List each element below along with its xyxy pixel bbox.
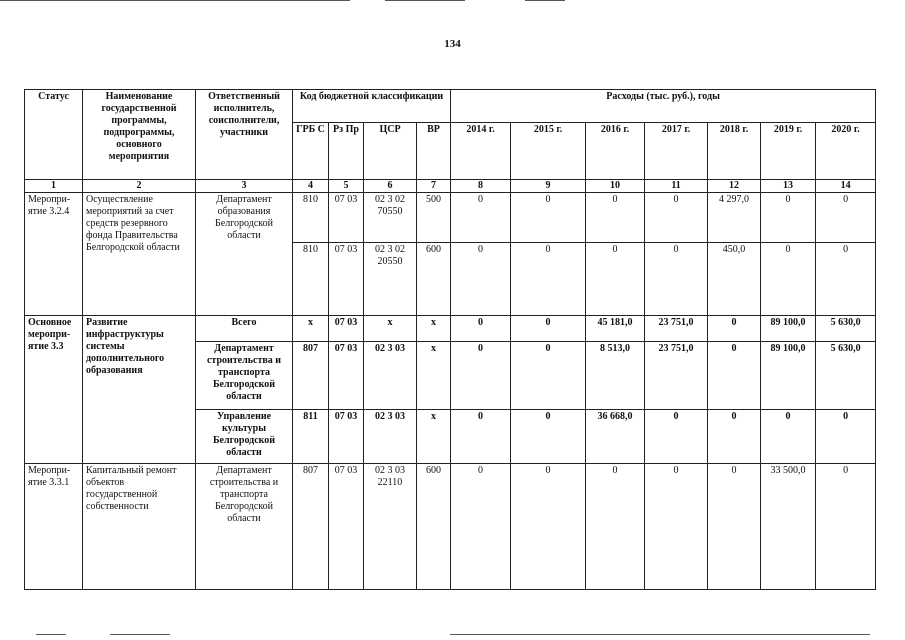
vr-cell: 600 <box>417 243 451 316</box>
csr-cell: 02 3 02 70550 <box>364 193 417 243</box>
rzpr-cell: 07 03 <box>329 410 364 464</box>
rzpr-cell: 07 03 <box>329 464 364 590</box>
header-year: 2019 г. <box>761 123 816 180</box>
value-cell: 89 100,0 <box>761 316 816 342</box>
value-cell: 89 100,0 <box>761 342 816 410</box>
column-number: 9 <box>511 180 586 193</box>
vr-cell: x <box>417 316 451 342</box>
value-cell: 0 <box>761 193 816 243</box>
value-cell: 4 297,0 <box>708 193 761 243</box>
header-name: Наименование государственной программы, подпрограммы, основного мероприятия <box>83 90 196 180</box>
rzpr-cell: 07 03 <box>329 243 364 316</box>
value-cell: 5 630,0 <box>816 342 876 410</box>
header-expenses: Расходы (тыс. руб.), годы <box>451 90 876 123</box>
header-vr: ВР <box>417 123 451 180</box>
column-number: 11 <box>645 180 708 193</box>
value-cell: 0 <box>451 316 511 342</box>
responsible-cell: Департамент образования Белгородской области <box>196 193 293 316</box>
rzpr-cell: 07 03 <box>329 193 364 243</box>
column-number: 10 <box>586 180 645 193</box>
value-cell: 0 <box>451 243 511 316</box>
header-grbs: ГРБ С <box>293 123 329 180</box>
budget-table <box>24 89 876 590</box>
value-cell: 0 <box>816 464 876 590</box>
csr-cell: x <box>364 316 417 342</box>
value-cell: 0 <box>816 193 876 243</box>
value-cell: 0 <box>511 464 586 590</box>
value-cell: 5 630,0 <box>816 316 876 342</box>
value-cell: 0 <box>511 243 586 316</box>
column-number: 7 <box>417 180 451 193</box>
rzpr-cell: 07 03 <box>329 316 364 342</box>
name-cell: Развитие инфраструктуры системы дополнительного образования <box>83 316 196 464</box>
grbs-cell: 807 <box>293 464 329 590</box>
value-cell: 0 <box>451 410 511 464</box>
scan-artifact-bottom <box>450 634 870 635</box>
header-status: Статус <box>25 90 83 180</box>
value-cell: 33 500,0 <box>761 464 816 590</box>
column-number: 2 <box>83 180 196 193</box>
status-cell: Основное меропри-ятие 3.3 <box>25 316 83 464</box>
column-number: 12 <box>708 180 761 193</box>
table-row <box>25 464 876 590</box>
responsible-cell: Всего <box>196 316 293 342</box>
grbs-cell: 810 <box>293 193 329 243</box>
header-csr: ЦСР <box>364 123 417 180</box>
page-number: 134 <box>444 38 461 50</box>
value-cell: 0 <box>511 193 586 243</box>
column-number-row <box>25 180 876 193</box>
scan-artifact-top <box>385 0 465 1</box>
value-cell: 8 513,0 <box>586 342 645 410</box>
column-number: 4 <box>293 180 329 193</box>
value-cell: 0 <box>586 464 645 590</box>
value-cell: 0 <box>511 342 586 410</box>
value-cell: 0 <box>586 193 645 243</box>
rzpr-cell: 07 03 <box>329 342 364 410</box>
header-year: 2018 г. <box>708 123 761 180</box>
responsible-cell: Департамент строительства и транспорта Белгородской области <box>196 342 293 410</box>
column-number: 1 <box>25 180 83 193</box>
table-row <box>25 316 876 342</box>
header-responsible: Ответственный исполнитель, соисполнители, участники <box>196 90 293 180</box>
status-cell: Меропри-ятие 3.3.1 <box>25 464 83 590</box>
value-cell: 36 668,0 <box>586 410 645 464</box>
name-cell: Капитальный ремонт объектов государственной собственности <box>83 464 196 590</box>
header-year: 2020 г. <box>816 123 876 180</box>
column-number: 3 <box>196 180 293 193</box>
value-cell: 0 <box>645 243 708 316</box>
csr-cell: 02 3 03 22110 <box>364 464 417 590</box>
status-cell: Меропри-ятие 3.2.4 <box>25 193 83 316</box>
value-cell: 0 <box>511 410 586 464</box>
value-cell: 0 <box>451 193 511 243</box>
value-cell: 0 <box>708 410 761 464</box>
value-cell: 0 <box>451 464 511 590</box>
header-year: 2017 г. <box>645 123 708 180</box>
value-cell: 0 <box>708 316 761 342</box>
csr-cell: 02 3 03 <box>364 342 417 410</box>
value-cell: 23 751,0 <box>645 316 708 342</box>
value-cell: 0 <box>708 342 761 410</box>
value-cell: 0 <box>586 243 645 316</box>
grbs-cell: 811 <box>293 410 329 464</box>
value-cell: 0 <box>645 410 708 464</box>
column-number: 5 <box>329 180 364 193</box>
name-cell: Осуществление мероприятий за счет средств резервного фонда Правительства Белгородской области <box>83 193 196 316</box>
header-year: 2016 г. <box>586 123 645 180</box>
value-cell: 0 <box>708 464 761 590</box>
column-number: 13 <box>761 180 816 193</box>
vr-cell: x <box>417 342 451 410</box>
value-cell: 45 181,0 <box>586 316 645 342</box>
scan-artifact-bottom <box>36 634 66 635</box>
value-cell: 0 <box>451 342 511 410</box>
value-cell: 0 <box>645 193 708 243</box>
responsible-cell: Управление культуры Белгородской области <box>196 410 293 464</box>
scan-artifact-top <box>0 0 350 1</box>
vr-cell: 500 <box>417 193 451 243</box>
header-rzpr: Рз Пр <box>329 123 364 180</box>
value-cell: 450,0 <box>708 243 761 316</box>
header-year: 2015 г. <box>511 123 586 180</box>
header-year: 2014 г. <box>451 123 511 180</box>
responsible-cell: Департамент строительства и транспорта Белгородской области <box>196 464 293 590</box>
value-cell: 0 <box>816 243 876 316</box>
value-cell: 0 <box>816 410 876 464</box>
csr-cell: 02 3 02 20550 <box>364 243 417 316</box>
scan-artifact-top <box>525 0 565 1</box>
column-number: 8 <box>451 180 511 193</box>
vr-cell: 600 <box>417 464 451 590</box>
grbs-cell: 807 <box>293 342 329 410</box>
value-cell: 0 <box>511 316 586 342</box>
value-cell: 0 <box>761 410 816 464</box>
value-cell: 0 <box>761 243 816 316</box>
value-cell: 0 <box>645 464 708 590</box>
vr-cell: x <box>417 410 451 464</box>
grbs-cell: x <box>293 316 329 342</box>
table-row <box>25 193 876 243</box>
value-cell: 23 751,0 <box>645 342 708 410</box>
column-number: 14 <box>816 180 876 193</box>
scan-artifact-bottom <box>110 634 170 635</box>
header-budget-code: Код бюджетной классификации <box>293 90 451 123</box>
column-number: 6 <box>364 180 417 193</box>
grbs-cell: 810 <box>293 243 329 316</box>
csr-cell: 02 3 03 <box>364 410 417 464</box>
